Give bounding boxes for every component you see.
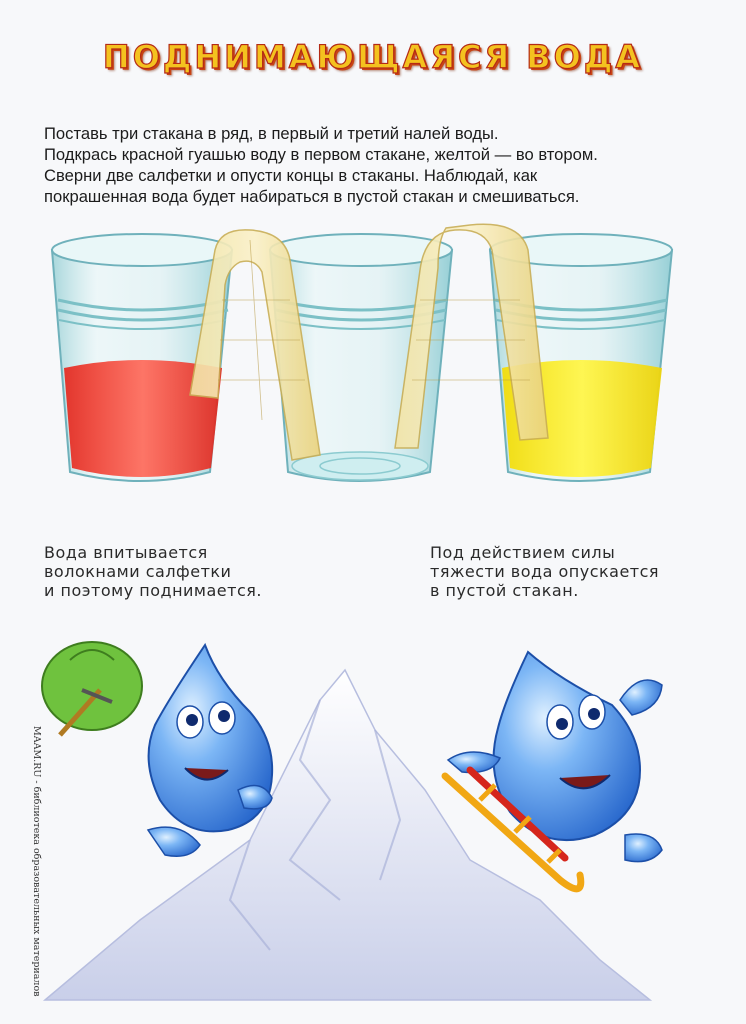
caption-line: Вода впитывается bbox=[44, 543, 208, 562]
caption-line: волокнами салфетки bbox=[44, 562, 232, 581]
source-watermark-text: MAAM.RU - библиотека образовательных материалов bbox=[31, 726, 42, 997]
caption-line: тяжести вода опускается bbox=[430, 562, 660, 581]
backpack bbox=[42, 642, 142, 730]
instructions-line: Сверни две салфетки и опусти концы в стаканы. Наблюдай, как bbox=[44, 166, 538, 185]
droplet-sledder bbox=[445, 652, 662, 889]
caption-line: в пустой стакан. bbox=[430, 581, 579, 600]
instructions-line: покрашенная вода будет набираться в пустой стакан и смешиваться. bbox=[44, 187, 580, 206]
caption-absorption bbox=[44, 543, 262, 600]
droplet-climber bbox=[42, 642, 272, 856]
instructions-line: Поставь три стакана в ряд, в первый и третий налей воды. bbox=[44, 124, 499, 143]
source-watermark bbox=[30, 726, 40, 996]
caption-gravity bbox=[430, 543, 659, 600]
caption-line: Под действием силы bbox=[430, 543, 616, 562]
caption-line: и поэтому поднимается. bbox=[44, 581, 262, 600]
page-title: ПОДНИМАЮЩАЯСЯ ВОДА bbox=[102, 38, 644, 76]
instructions-line: Подкрась красной гуашью воду в первом стакане, желтой — во втором. bbox=[44, 145, 598, 164]
